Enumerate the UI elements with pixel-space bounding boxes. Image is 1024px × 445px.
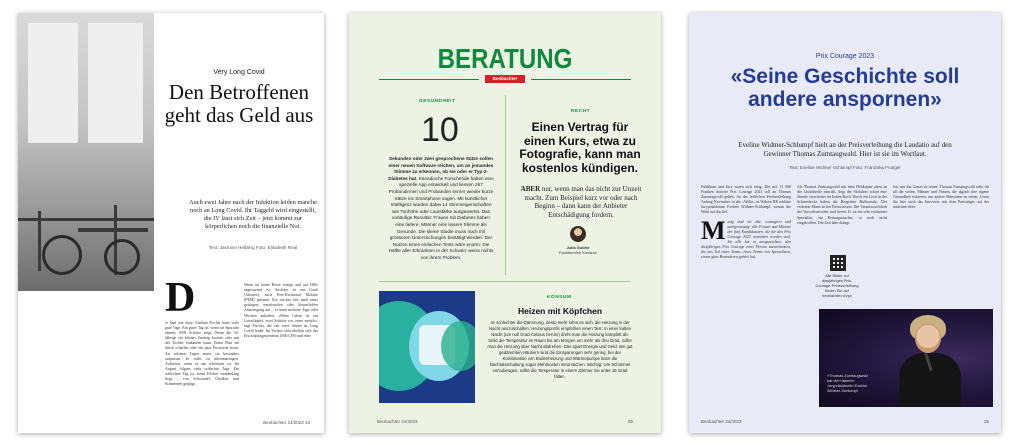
article-kicker: Prix Courage 2023 bbox=[815, 53, 875, 60]
drop-cap: M bbox=[701, 215, 726, 245]
article-lead: Auch zwei Jahre nach der Infektion leiden manche noch an Long Covid. Ihr Taggeld wird eingestellt, die IV lässt sich Zeit – jetzt kommt zur körperlichen noch die finanzielle Not. bbox=[189, 199, 317, 230]
section-label-konsum: KONSUM bbox=[547, 295, 572, 300]
author-name: Julia Gubler bbox=[566, 245, 590, 250]
photo-caption: «Thomas Zumtaugwald hat viel riskiert»: Jurypräsidentin Eveline Widmer-Schlumpf bbox=[827, 373, 868, 393]
body-column-1 bbox=[701, 185, 791, 405]
health-text bbox=[387, 156, 495, 262]
article-credit: Text: Eveline Widmer-Schlumpf Foto: Franziska Frutiger bbox=[789, 165, 901, 170]
qr-code bbox=[830, 255, 846, 271]
article-title: «Seine Geschichte soll andere anspornen» bbox=[730, 65, 960, 111]
page-footer bbox=[701, 419, 989, 424]
article-kicker: Very Long Covid bbox=[213, 69, 265, 76]
footer-page-number: 29 bbox=[983, 419, 989, 424]
article-title: Den Betroffenen geht das Geld aus bbox=[164, 80, 314, 127]
law-body bbox=[519, 185, 643, 219]
body-column-3: lert, um das Ganze zu retten. Thomas Zumtaugwald steht für all die vielen, Männer und Frauen, die täglich ihre eigene Gesundheit riskieren, um andere Menschen zu retten. Lesen Sie hier auch das Interview mit dem Preisträger auf der nächsten Seite. bbox=[893, 185, 989, 210]
section-masthead: BERATUNG bbox=[437, 43, 573, 74]
masthead-rule-left bbox=[379, 79, 479, 80]
law-headline: Einen Vertrag für einen Kurs, etwa zu Fotografie, kann man kostenlos kündigen. bbox=[519, 120, 641, 175]
brand-badge: Beobachter bbox=[485, 75, 525, 83]
author-credit bbox=[545, 245, 611, 255]
masthead-rule-right bbox=[531, 79, 631, 80]
section-label-gesundheit: GESUNDHEIT bbox=[419, 99, 456, 104]
page-footer bbox=[377, 419, 633, 424]
body-column-2: Wenn sie keine Reize erträgt und auf Hilfe angewiesen ist. Auslöser ist ein Crash (Absturz), auch Post-Exertional Malaise (PEM) genannt. Ein solcher tritt nach einer geistigen, emotionalen oder körperlichen Anstrengung auf – er kann mehrere Tage oder Wochen anhalten. «Mein Leben ist ein Lotterlispiel: zwei Schritte vor, einer zurück», sagt Fischer, die seit zwei Jahren an Long Covid leidet. Im Verlauf entwickelten sich das Erschöpfungssyndrom (ME/CFS) und eine bbox=[244, 283, 318, 338]
section-label-recht: RECHT bbox=[571, 109, 591, 114]
heating-text: Je schlechter die Dämmung, desto mehr lohnt es sich, die Heizung in der Nacht auszuschalten. Heizungsprofis empfehlen einen Test: In einer kalten Nacht (um null Grad Celsius herum) dreht man die Heizung komplett ab. Sinkt die Temperatur im Raum bis am Morgen um mehr als drei Grad, sollte man die Heizung über Nacht abdrehen. Das spart Energie und Geld. Bei gut gedämmten Häusern sind die Einsparungen sehr gering, bei der Kombination von Bodenheizung und Wärmepumpe kann die Nachtabschaltung sogar Mehrkosten verursachen. Wichtig: Um Schimmel vorzubeugen, sollte die Temperatur in einem Zimmer nie unter 16 Grad fallen. bbox=[487, 320, 633, 379]
body-column-2: Als Thomas Zumtaugwald mit dem Helikopter oben an der Unfallstelle eintrifft, liegt der Skifahrer schon eine Stunde verschüttet im hohen Bach. Durch ein Loch in der Schneedecke haben die Bergretter Rufkontakt. Der verletzte Mann ist bei Bewusstsein. Die Verantwortlichen der Vorortfeuerwehr sind bereit. Er ist ein sehr erfahrener Spezialist, ein Rettungstaucher, so noch nicht eingetroffen. Die Zeit aber drängt. bbox=[797, 185, 887, 225]
health-text-bold: Sekunden oder zwei gesprochene Sätze sollen einer neuen Software reichen, um an jemandes Stimme zu erkennen, ob sie oder er Typ-2-Diabetes hat. bbox=[388, 156, 494, 181]
aber-label: ABER bbox=[520, 185, 541, 193]
hospital-room-photo bbox=[18, 13, 154, 291]
qr-caption: Alle Bilder zur diesjährigen Prix-Courage-Preisverleihung finden Sie auf beobachter.ch/pc bbox=[815, 273, 859, 298]
heating-illustration bbox=[379, 291, 475, 403]
speaker-photo bbox=[819, 309, 993, 407]
body-column-1: er Saal war okay, Andrina Fischer hatte viele gute Tage. Ein guter Tag ist, wenn sie Sportuhr abends 1000 Schritte zeigt. Wenn die 34-Jährige ein kleines Zmittag kochen oder mit der Tochter einkaufen kann. Einen Plan am Stück schaffen oder ein paar Prosaseite lesen. An solchen Tagen muss sie besonders aufpassen. In nicht zu überanstrengen. Aufhören, wenn es am schönsten ist. Im August folgten viele schlechte Tage. Ein schlechter Tag ist, wenn Fischer stundenlang liegt – von Schwindel, Übelkeit und Schmerzen geplagt. bbox=[165, 321, 239, 387]
footer-issue: Beobachter 24/2023 bbox=[377, 419, 418, 424]
author-role: Fachbereich Konsum bbox=[559, 250, 597, 255]
page-long-covid bbox=[18, 13, 324, 433]
drop-cap: D bbox=[165, 275, 196, 321]
article-lead: Eveline Widmer-Schlumpf hielt an der Preisverleihung die Laudatio auf den Gewinner Thomas Zumtaugwald. Hier ist sie im Wortlaut. bbox=[738, 141, 952, 158]
body-paragraph: utig sind sie alle, couragiert und uneigennützig: alle Frauen und Männer der fünf Kandidaturen, die für den Prix Courage 2023 nominiert worden sind. Sie alle hat es ausgezeichnet, den diesjährigen Prix Courage einer Person zuzuerkennen, die uns Teil eines Teams, eines Teams von Spezialisten, einem ganz Besonderen gehört hat. bbox=[701, 219, 791, 260]
footer-issue: Beobachter 24/2023 bbox=[701, 419, 742, 424]
intro-paragraph: Publikum und Jury waren sich einig: Der mit 15 000 Franken dotierte Prix Courage 2023 soll an Thomas Zumtaugwald gehen. An der festlichen Preisverleihung Anfang November in der «Welle» in Walsen BE erklärte Jurypräsidentin Eveline Widmer-Schlumpf, warum die Wahl auf ihn fiel. bbox=[701, 185, 791, 215]
page-beratung bbox=[349, 13, 661, 433]
health-text-body: Kanadische Forschende haben eine spezielle App entwickelt und liessen 267 Probandinnen und Probanden immer wieder kurze Sätze ins Smartphone sagen. Mit künstlicher Intelligenz wurden dabei 14 Stimmeigenschaften wie Tonhöhe oder Lautstärke ausgewertet. Das vorläufige Resultat: Frauen mit Diabetes haben eine tiefere, Männer eine leisere Stimme als Gesunde. Die kleine Studie muss noch mit grösseren Untersuchungen bestätigt werden. Der Nutzen eines einfachen Tests wäre enorm: Die Hälfte aller Erkrankten in der Schweiz weiss nichts von ihrem Problem. bbox=[388, 175, 494, 260]
heating-headline: Heizen mit Köpfchen bbox=[517, 306, 603, 316]
page-footer: Beobachter 24/2023 33 bbox=[263, 420, 310, 425]
column-divider bbox=[505, 95, 506, 275]
big-number: 10 bbox=[421, 111, 459, 149]
page-prix-courage bbox=[689, 13, 1001, 433]
row-divider bbox=[379, 281, 631, 282]
article-credit: Text: Jasmine Helbling Foto: Elisabeth Real bbox=[208, 245, 298, 250]
author-avatar bbox=[570, 226, 586, 242]
law-body-text: nur, wenn man das nicht zur Unzeit macht. Zum Beispiel kurz vor oder nach Beginn – dann kann der Anbieter Entschädigung fordern. bbox=[524, 185, 642, 219]
footer-page-number: 65 bbox=[627, 419, 633, 424]
